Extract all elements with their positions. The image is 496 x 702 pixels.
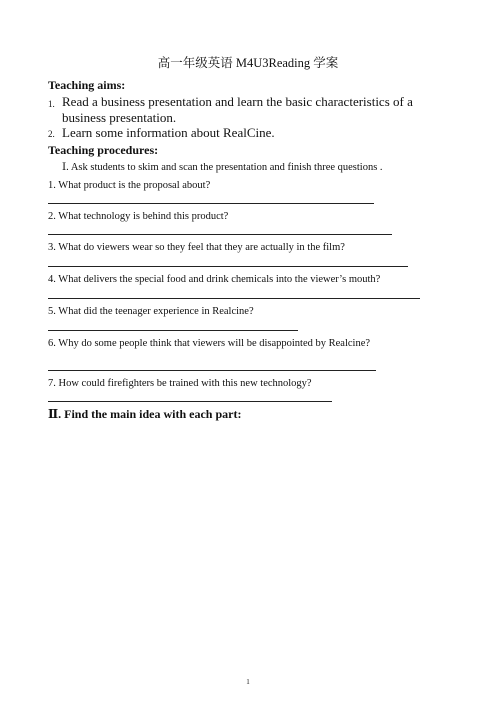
teaching-procedures-heading: Teaching procedures: [48,143,159,157]
aim-1-number: 1. [48,99,55,109]
part1-instruction: Ⅰ. Ask students to skim and scan the presentation and finish three questions . [62,162,383,173]
question-1: 1. What product is the proposal about? [48,180,211,191]
aim-2-number: 2. [48,129,55,139]
answer-line-7[interactable] [48,401,332,402]
teaching-aims-heading: Teaching aims: [48,78,126,92]
answer-line-4[interactable] [48,298,420,299]
part2-heading: Ⅱ. Find the main idea with each part: [48,407,242,421]
question-4: 4. What delivers the special food and drink chemicals into the viewer’s mouth? [48,274,381,285]
answer-line-5[interactable] [48,330,298,331]
aim-1-text-line1: Read a business presentation and learn the basic characteristics of a [62,94,413,109]
answer-line-6[interactable] [48,370,376,371]
question-5: 5. What did the teenager experience in Realcine? [48,306,254,317]
aim-2-text: Learn some information about RealCine. [62,125,275,140]
question-2: 2. What technology is behind this product? [48,211,229,222]
aim-1-text-line2: business presentation. [62,110,177,125]
question-7: 7. How could firefighters be trained with this new technology? [48,378,312,389]
answer-line-2[interactable] [48,234,392,235]
page-title: 高一年级英语 M4U3Reading 学案 [157,56,339,70]
answer-line-1[interactable] [48,203,374,204]
answer-line-3[interactable] [48,266,408,267]
question-3: 3. What do viewers wear so they feel that they are actually in the film? [48,242,345,253]
page-number: 1 [246,678,250,686]
question-6: 6. Why do some people think that viewers will be disappointed by Realcine? [48,338,371,349]
